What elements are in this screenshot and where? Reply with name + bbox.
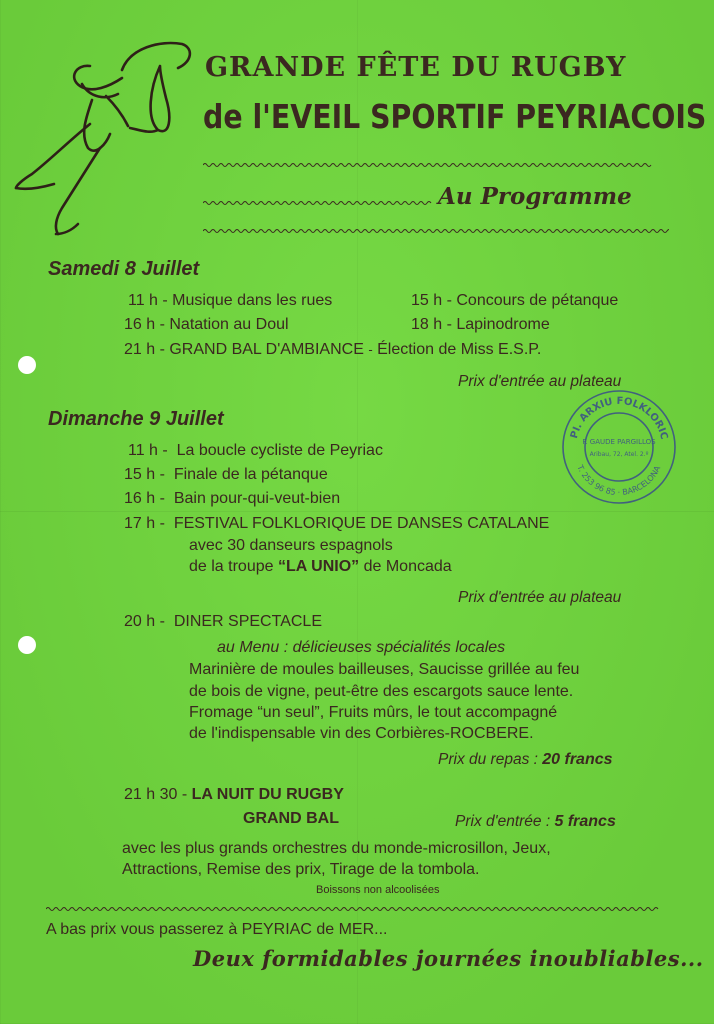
- menu-line: Fromage “un seul”, Fruits mûrs, le tout accompagné: [189, 704, 558, 721]
- stamp-center-line: F. GAUDE PARGILLOS: [582, 438, 656, 446]
- menu-line: Marinière de moules bailleuses, Saucisse grillée au feu: [189, 661, 580, 678]
- orchestra-line: avec les plus grands orchestres du monde-microsillon, Jeux,: [122, 840, 551, 857]
- festival-detail: avec 30 danseurs espagnols: [189, 537, 393, 554]
- schedule-item: 21 h - GRAND BAL D'AMBIANCE - Élection de Miss E.S.P.: [124, 341, 542, 358]
- schedule-item: 17 h - FESTIVAL FOLKLORIQUE DE DANSES CATALANE: [124, 515, 550, 532]
- club-name: de l'EVEIL SPORTIF PEYRIACOIS: [203, 97, 707, 136]
- schedule-item: 11 h - La boucle cycliste de Peyriac: [128, 442, 383, 459]
- schedule-item: 16 h - Bain pour-qui-veut-bien: [124, 490, 341, 507]
- grand-bal: GRAND BAL: [243, 810, 339, 827]
- schedule-item: 16 h - Natation au Doul: [124, 316, 289, 333]
- svg-text:T. 253 96 85 · BARCELONA: [575, 463, 663, 497]
- programme-heading: Au Programme: [438, 183, 632, 210]
- stamp-bottom-text: T. 253 96 85 · BARCELONA: [575, 463, 663, 498]
- menu-line: de l'indispensable vin des Corbières-ROCBERE.: [189, 725, 534, 742]
- footer-slogan: Deux formidables journées inoubliables...: [193, 946, 704, 971]
- saturday-heading: Samedi 8 Juillet: [48, 258, 200, 280]
- sunday-heading: Dimanche 9 Juillet: [48, 408, 224, 430]
- stamp-ring-text: PI. ARXIU FOLKLORIC: [568, 395, 670, 441]
- entry-price: Prix d'entrée au plateau: [458, 373, 622, 390]
- stamp-center-line: Aribau, 72, Atel. 2.º: [589, 451, 649, 458]
- schedule-item: 15 h - Finale de la pétanque: [124, 466, 328, 483]
- event-title: GRANDE FÊTE DU RUGBY: [205, 52, 627, 83]
- menu-line: de bois de vigne, peut-être des escargots sauce lente.: [189, 683, 574, 700]
- night-price: Prix d'entrée : 5 francs: [455, 813, 616, 830]
- wavy-divider: [203, 200, 433, 206]
- punch-hole: [18, 356, 36, 374]
- meal-price: Prix du repas : 20 francs: [438, 751, 613, 768]
- schedule-item: 21 h 30 - LA NUIT DU RUGBY: [124, 786, 344, 803]
- drinks-note: Boissons non alcoolisées: [316, 884, 440, 896]
- schedule-item: 11 h - Musique dans les rues: [128, 292, 333, 309]
- rugby-player-illustration: [10, 38, 200, 238]
- orchestra-line: Attractions, Remise des prix, Tirage de la tombola.: [122, 861, 480, 878]
- schedule-item: 15 h - Concours de pétanque: [411, 292, 619, 309]
- schedule-item: 20 h - DINER SPECTACLE: [124, 613, 322, 630]
- festival-detail: de la troupe “LA UNIO” de Moncada: [189, 558, 452, 575]
- menu-heading: au Menu : délicieuses spécialités locales: [217, 639, 506, 656]
- punch-hole: [18, 636, 36, 654]
- footer-line: A bas prix vous passerez à PEYRIAC de MER...: [46, 921, 388, 938]
- wavy-divider: [203, 228, 669, 234]
- wavy-divider: [46, 906, 662, 912]
- entry-price: Prix d'entrée au plateau: [458, 589, 622, 606]
- wavy-divider: [203, 162, 669, 168]
- folklore-archive-stamp: [560, 388, 678, 506]
- schedule-item: 18 h - Lapinodrome: [411, 316, 550, 333]
